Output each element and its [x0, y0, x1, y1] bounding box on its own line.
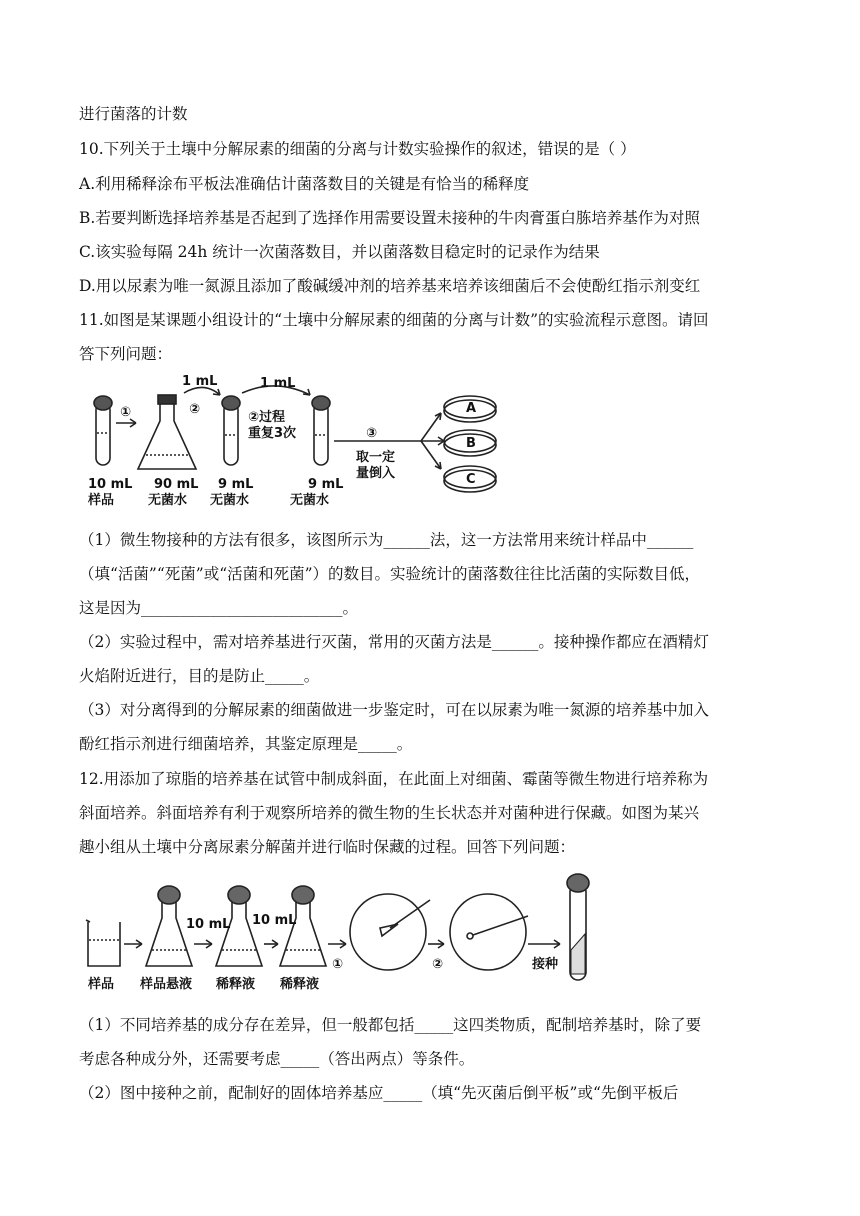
option-10-b: B.若要判断选择培养基是否起到了选择作用需要设置未接种的牛肉膏蛋白胨培养基作为对照 — [79, 209, 700, 227]
flask-label: 90 mL — [154, 477, 199, 492]
volume-label: 10 mL — [252, 913, 297, 928]
inoculate-label: 接种 — [532, 957, 559, 972]
flask-label: 稀释液 — [280, 977, 320, 992]
step-2-label: ② — [189, 402, 201, 417]
volume-label: 1 mL — [182, 374, 218, 389]
text-line: 进行菌落的计数 — [79, 105, 188, 123]
step-3-label: ③ — [366, 426, 378, 441]
step-2-label: ② — [432, 957, 444, 972]
question-12-2: （2）图中接种之前，配制好的固体培养基应_____（填“先灭菌后倒平板”或“先倒平板后 — [79, 1084, 679, 1102]
option-10-a: A.利用稀释涂布平板法准确估计菌落数目的关键是有恰当的稀释度 — [79, 175, 530, 193]
question-11-1: （1）微生物接种的方法有很多，该图所示为______法，这一方法常用来统计样品中______ — [79, 531, 694, 549]
plate-b-label: B — [466, 436, 476, 451]
question-12-stem: 12.用添加了琼脂的培养基在试管中制成斜面，在此面上对细菌、霉菌等微生物进行培养称为 — [79, 770, 709, 788]
question-12-stem-cont: 斜面培养。斜面培养有利于观察所培养的微生物的生长状态并对菌种进行保藏。如图为某兴 — [79, 804, 700, 822]
question-12-1-cont: 考虑各种成分外，还需要考虑_____（答出两点）等条件。 — [79, 1050, 475, 1068]
option-10-d: D.用以尿素为唯一氮源且添加了酸碱缓冲剂的培养基来培养该细菌后不会使酚红指示剂变红 — [79, 277, 701, 295]
question-11-1-cont: （填“活菌”“死菌”或“活菌和死菌”）的数目。实验统计的菌落数往往比活菌的实际数目低， — [79, 565, 701, 583]
question-12-1: （1）不同培养基的成分存在差异，但一般都包括_____这四类物质，配制培养基时，除了要 — [79, 1016, 702, 1034]
flask-label: 样品悬液 — [140, 977, 193, 992]
take-label: 取一定 — [356, 450, 396, 465]
tube-label: 10 mL — [88, 477, 133, 492]
question-11-stem: 11.如图是某课题小组设计的“土壤中分解尿素的细菌的分离与计数”的实验流程示意图。请回 — [79, 311, 709, 329]
tube-label: 样品 — [88, 493, 115, 508]
flask-label: 无菌水 — [148, 493, 188, 508]
question-12-stem-cont: 趣小组从土壤中分离尿素分解菌并进行临时保藏的过程。回答下列问题： — [79, 838, 576, 856]
volume-label: 1 mL — [260, 376, 296, 391]
repeat-label: 重复3次 — [248, 426, 297, 441]
step-1-label: ① — [332, 957, 344, 972]
question-11-stem-cont: 答下列问题： — [79, 345, 173, 363]
tube-label: 9 mL — [308, 477, 344, 492]
volume-label: 10 mL — [186, 917, 231, 932]
dilution-plating-figure — [86, 373, 506, 513]
step-1-label: ① — [120, 405, 132, 420]
tube-label: 9 mL — [218, 477, 254, 492]
tube-label: 无菌水 — [210, 493, 250, 508]
question-11-3-cont: 酚红指示剂进行细菌培养，其鉴定原理是_____。 — [79, 735, 413, 753]
take-label: 量倒入 — [356, 466, 396, 481]
plate-c-label: C — [466, 472, 476, 487]
isolation-preservation-figure — [82, 870, 602, 998]
flask-label: 稀释液 — [216, 977, 256, 992]
question-11-3: （3）对分离得到的分解尿素的细菌做进一步鉴定时，可在以尿素为唯一氮源的培养基中加入 — [79, 701, 709, 719]
beaker-label: 样品 — [88, 977, 115, 992]
question-11-2: （2）实验过程中，需对培养基进行灭菌，常用的灭菌方法是______。接种操作都应在酒精灯 — [79, 633, 709, 651]
question-11-2-cont: 火焰附近进行，目的是防止_____。 — [79, 667, 320, 685]
repeat-label: ②过程 — [248, 410, 286, 425]
question-11-1-cont: 这是因为__________________________。 — [79, 599, 359, 617]
tube-label: 无菌水 — [290, 493, 330, 508]
option-10-c: C.该实验每隔 24h 统计一次菌落数目，并以菌落数目稳定时的记录作为结果 — [79, 243, 600, 261]
plate-a-label: A — [466, 401, 477, 416]
question-10-stem: 10.下列关于土壤中分解尿素的细菌的分离与计数实验操作的叙述，错误的是（ ） — [79, 140, 636, 158]
